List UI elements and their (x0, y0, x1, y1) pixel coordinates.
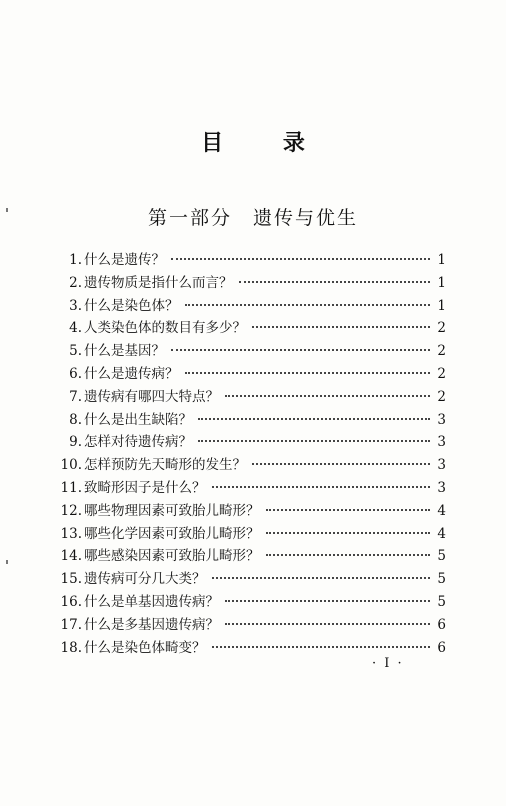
toc-entry-number: 4. (69, 320, 82, 337)
scan-speck (6, 560, 8, 564)
toc-entry-number: 16. (60, 593, 82, 610)
dot-leader (212, 576, 431, 579)
toc-entry (60, 522, 446, 545)
toc-entry (60, 362, 446, 385)
toc-entry-page: 3 (437, 457, 446, 474)
toc-entry-page: 2 (437, 320, 446, 337)
toc-entry-page: 5 (437, 571, 446, 588)
toc-entry-number: 17. (60, 616, 82, 633)
toc-entry-title: 怎样对待遗传病？ (84, 434, 192, 451)
toc-entry (60, 636, 446, 659)
toc-entry-page: 1 (437, 252, 446, 268)
toc-entry-number: 12. (60, 502, 82, 519)
toc-entry-number: 3. (69, 297, 82, 314)
dot-leader (266, 531, 431, 534)
toc-entry-page: 2 (437, 388, 446, 405)
dot-leader (225, 394, 430, 397)
toc-entry-number: 5. (69, 343, 82, 360)
dot-leader (171, 257, 430, 260)
toc-entry (60, 248, 446, 271)
dot-leader (252, 325, 430, 328)
dot-leader (171, 348, 430, 351)
toc-entry-title: 什么是染色体畸变？ (84, 639, 206, 656)
toc-entry-title: 什么是出生缺陷？ (84, 411, 192, 428)
toc-entry-title: 什么是多基因遗传病？ (84, 616, 219, 633)
toc-entry-page: 6 (437, 639, 446, 656)
toc-entry (60, 613, 446, 636)
toc-entry-title: 怎样预防先天畸形的发生？ (84, 457, 246, 474)
toc-entry (60, 430, 446, 453)
toc-entry-number: 10. (60, 457, 82, 474)
dot-leader (198, 439, 430, 442)
toc-entry-number: 2. (69, 274, 82, 291)
toc-entry-number: 15. (60, 571, 82, 588)
toc-entry (60, 544, 446, 567)
toc-entry-title: 哪些感染因素可致胎儿畸形？ (84, 548, 260, 565)
toc-entry-number: 6. (69, 365, 82, 382)
toc-entry-page: 2 (437, 365, 446, 382)
toc-entry-page: 2 (437, 343, 446, 360)
toc-entry-title: 哪些化学因素可致胎儿畸形？ (84, 525, 260, 542)
page-title: 目 录 (201, 131, 331, 156)
dot-leader (198, 417, 430, 420)
toc-entry (60, 316, 446, 339)
toc-entry-number: 18. (60, 639, 82, 656)
toc-entry-title: 什么是基因？ (84, 343, 165, 360)
dot-leader (225, 599, 430, 602)
dot-leader (252, 462, 430, 465)
toc-entry (60, 271, 446, 294)
toc-entry (60, 499, 446, 522)
dot-leader (212, 485, 431, 488)
toc-entry-page: 3 (437, 434, 446, 451)
toc-entry (60, 385, 446, 408)
section-title: 第一部分 遗传与优生 (147, 207, 358, 229)
toc-entry (60, 590, 446, 613)
toc-entry-page: 4 (437, 525, 446, 542)
toc-entry-page: 1 (437, 274, 446, 291)
toc-entry-title: 致畸形因子是什么？ (84, 479, 206, 496)
toc-entry-page: 6 (437, 616, 446, 633)
toc-entry-number: 7. (69, 388, 82, 405)
toc-entry-title: 什么是单基因遗传病？ (84, 593, 219, 610)
table-of-contents (60, 248, 446, 658)
toc-entry-title: 什么是染色体？ (84, 297, 179, 314)
toc-entry-page: 3 (437, 411, 446, 428)
toc-entry (60, 294, 446, 317)
toc-entry (60, 567, 446, 590)
dot-leader (266, 508, 431, 511)
toc-entry-number: 13. (60, 525, 82, 542)
toc-entry (60, 476, 446, 499)
toc-entry-title: 遗传病有哪四大特点？ (84, 388, 219, 405)
toc-entry-page: 4 (437, 502, 446, 519)
toc-entry-number: 1. (69, 252, 82, 268)
dot-leader (266, 553, 431, 556)
toc-entry-title: 人类染色体的数目有多少？ (84, 320, 246, 337)
scan-speck (6, 208, 8, 212)
toc-entry-title: 哪些物理因素可致胎儿畸形？ (84, 502, 260, 519)
toc-entry-number: 14. (60, 548, 82, 565)
toc-entry-title: 什么是遗传？ (84, 252, 165, 268)
dot-leader (185, 303, 431, 306)
page-folio: · I · (372, 656, 404, 671)
dot-leader (239, 280, 431, 283)
toc-entry (60, 408, 446, 431)
toc-entry-page: 1 (437, 297, 446, 314)
toc-entry-title: 遗传物质是指什么而言？ (84, 274, 233, 291)
toc-entry-number: 8. (69, 411, 82, 428)
toc-entry (60, 453, 446, 476)
toc-entry-number: 11. (60, 479, 82, 496)
toc-entry-page: 5 (437, 548, 446, 565)
dot-leader (225, 622, 430, 625)
toc-entry-page: 5 (437, 593, 446, 610)
toc-entry-title: 遗传病可分几大类？ (84, 571, 206, 588)
toc-entry-title: 什么是遗传病？ (84, 365, 179, 382)
dot-leader (212, 645, 431, 648)
toc-entry (60, 339, 446, 362)
toc-entry-number: 9. (69, 434, 82, 451)
toc-entry-page: 3 (437, 479, 446, 496)
dot-leader (185, 371, 431, 374)
